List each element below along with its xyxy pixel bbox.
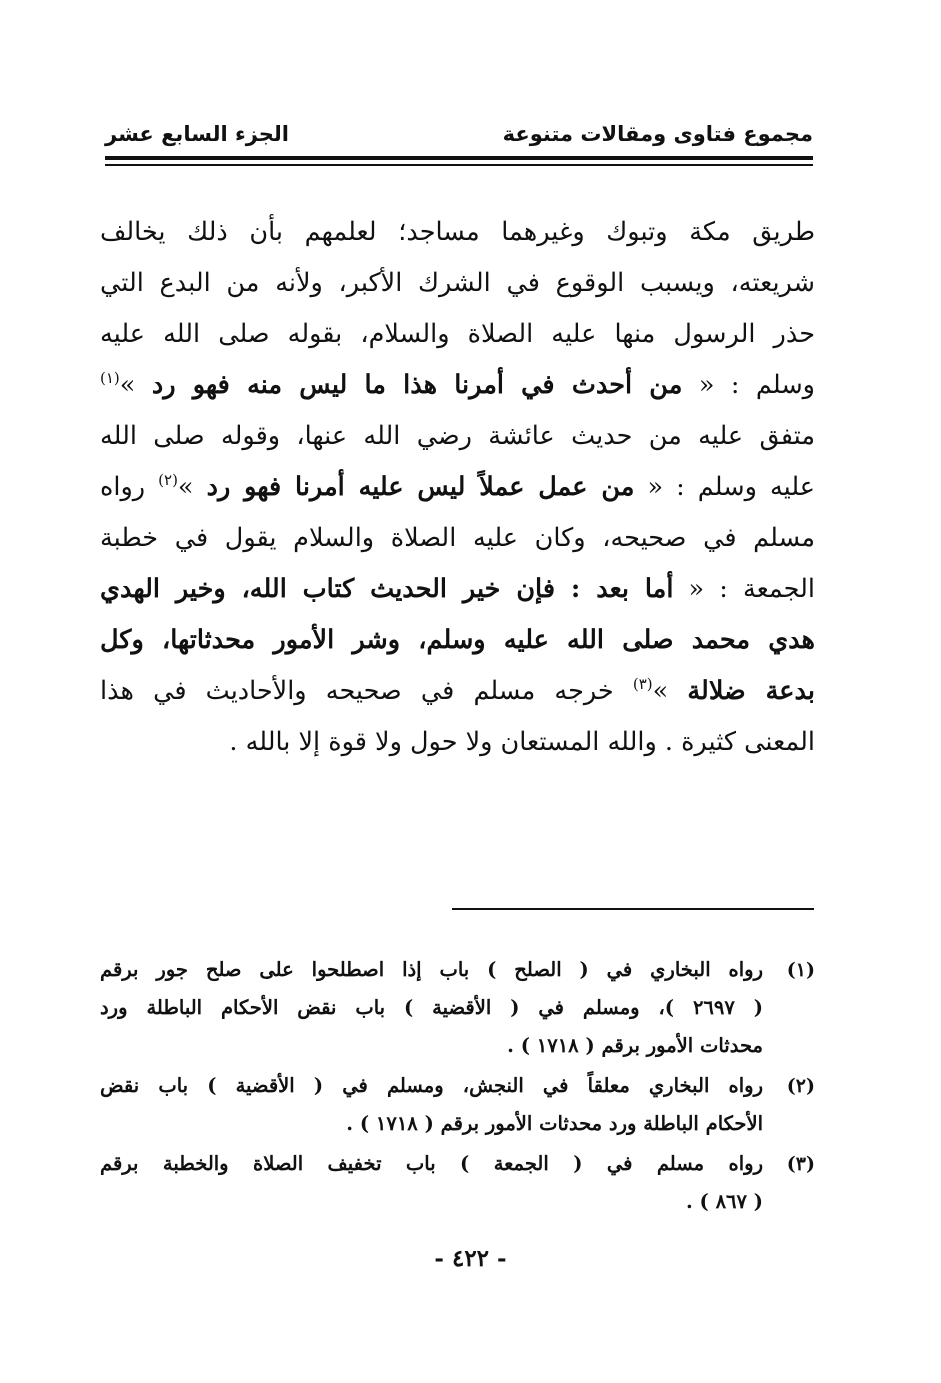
header-rule-thin [105,164,813,166]
text-span: رواه [100,472,159,502]
text-span: متفق عليه من حديث عائشة رضي الله عنها، وقوله صلى الله [100,421,815,451]
footnote-number: (١) [786,959,815,981]
footnote-number: (٣) [786,1153,815,1175]
footnote-line: ( ٨٦٧ ) . [685,1190,763,1213]
footnote-separator [452,908,814,910]
hadith-quote: من أحدث في أمرنا هذا ما ليس منه فهو رد [151,370,683,400]
text-line [100,717,815,768]
hadith-quote: أما بعد : فإن خير الحديث كتاب الله، وخير الهدي [100,574,674,604]
footnote-item [100,1145,815,1221]
text-line [100,513,815,564]
footnote-item [100,1067,815,1143]
footnote-line: الأحكام الباطلة ورد محدثات الأمور برقم ( ١٧١٨ ) . [346,1112,763,1135]
text-span: » [119,370,152,400]
book-title: مجموع فتاوى ومقالات متنوعة [502,122,813,146]
text-line [100,615,815,666]
footnote-item [100,951,815,1065]
text-line [100,207,815,258]
text-span: شريعته، ويسبب الوقوع في الشرك الأكبر، ولأنه من البدع التي [100,268,815,298]
header-rule-thick [105,156,813,160]
text-line [100,360,815,411]
text-span: » [652,676,688,706]
hadith-quote: هدي محمد صلى الله عليه وسلم، وشر الأمور محدثاتها، وكل [100,625,815,655]
text-span: الجمعة : « [673,574,815,604]
footnote-ref: (٢) [158,471,178,489]
footnote-line: رواه مسلم في ( الجمعة ) باب تخفيف الصلاة والخطبة برقم [100,1152,763,1175]
text-line [100,309,815,360]
page-number: - ٤٢٢ - [434,1245,507,1272]
text-span: خرجه مسلم في صحيحه والأحاديث في هذا [100,676,633,706]
footnote-ref: (٣) [632,675,653,693]
text-span: المعنى كثيرة . والله المستعان ولا حول ولا قوة إلا بالله . [229,727,815,757]
footnote-number: (٢) [786,1075,815,1097]
running-header [105,122,813,154]
text-span: » [177,472,207,502]
footnote-line: رواه البخاري في ( الصلح ) باب إذا اصطلحوا على صلح جور برقم [100,958,763,981]
footnote-line: ( ٢٦٩٧ )، ومسلم في ( الأقضية ) باب نقض الأحكام الباطلة ورد [100,996,763,1019]
text-span: حذر الرسول منها عليه الصلاة والسلام، بقوله صلى الله عليه [100,319,815,349]
text-span: مسلم في صحيحه، وكان عليه الصلاة والسلام يقول في خطبة [100,523,815,553]
footnote-line: رواه البخاري معلقاً في النجش، ومسلم في ( الأقضية ) باب نقض [100,1074,763,1097]
text-span: طريق مكة وتبوك وغيرهما مساجد؛ لعلمهم بأن ذلك يخالف [100,217,815,247]
text-line [100,462,815,513]
text-span: عليه وسلم : « [634,472,815,502]
text-line [100,411,815,462]
text-line [100,666,815,717]
text-line [100,258,815,309]
text-line [100,564,815,615]
hadith-quote: بدعة ضلالة [687,676,815,706]
volume-label: الجزء السابع عشر [105,122,289,146]
footnote-ref: (١) [100,369,120,387]
main-text [100,207,815,768]
footnote-line: محدثات الأمور برقم ( ١٧١٨ ) . [507,1034,763,1057]
text-span: وسلم : « [682,370,815,400]
hadith-quote: من عمل عملاً ليس عليه أمرنا فهو رد [206,472,635,502]
footnotes [100,951,815,1223]
